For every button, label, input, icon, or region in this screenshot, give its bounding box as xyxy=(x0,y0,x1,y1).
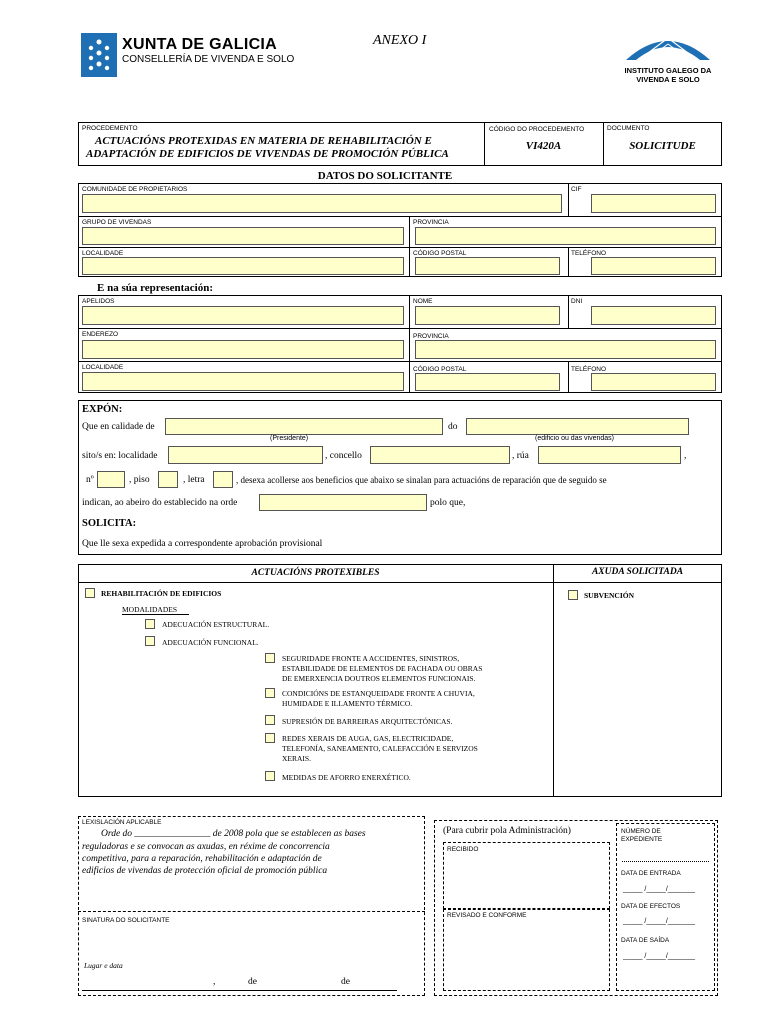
address-input[interactable] xyxy=(82,340,404,359)
community-label: COMUNIDADE DE PROPIETARIOS xyxy=(82,186,188,193)
representative-section-title: E na súa representación: xyxy=(97,282,214,294)
rep-locality-label: LOCALIDADE xyxy=(82,364,124,371)
actions-header: ACTUACIÓNS PROTEXIBLES xyxy=(251,568,380,578)
because-text: polo que, xyxy=(430,498,466,508)
rep-phone-label: TELÉFONO xyxy=(571,366,607,373)
date-comma: , xyxy=(213,977,216,987)
number-text: nº xyxy=(86,475,94,485)
place-date-label: Lugar e data xyxy=(84,961,123,970)
indicated-text: indican, ao abeiro do establecido na orde xyxy=(82,498,238,508)
safety-label-2: ESTABILIDADE DE ELEMENTOS DE FACHADA OU OBRAS xyxy=(282,664,483,673)
modalities-label: MODALIDADES xyxy=(122,605,177,614)
street-comma: , xyxy=(684,451,687,461)
reviewed-box xyxy=(443,909,610,991)
org-name: XUNTA DE GALICIA xyxy=(122,36,278,53)
quality-text: Que en calidade de xyxy=(82,422,155,432)
law-text-2: reguladoras e se convocan as axudas, en réxime de concorrencia xyxy=(82,842,330,852)
aid-header: AXUDA SOLICITADA xyxy=(591,567,684,577)
located-text: sito/s en: localidade xyxy=(82,451,158,461)
barriers-label: SUPRESIÓN DE BARREIRAS ARQUITECTÓNICAS. xyxy=(282,717,453,726)
law-label: LEXISLACIÓN APLICABLE xyxy=(82,819,162,826)
document-type: SOLICITUDE xyxy=(629,140,696,152)
file-number-line xyxy=(622,861,709,862)
name-label: NOME xyxy=(413,298,433,305)
entry-date-blank[interactable]: _____ /_____/_______ xyxy=(623,886,696,893)
date-de-1: de xyxy=(248,977,257,987)
group-label: GRUPO DE VIVENDAS xyxy=(82,219,152,226)
rehab-checkbox[interactable] xyxy=(85,588,95,598)
date-de-2: de xyxy=(341,977,350,987)
cif-input[interactable] xyxy=(591,194,716,213)
subsidy-label: SUBVENCIÓN xyxy=(584,591,635,600)
barriers-checkbox[interactable] xyxy=(265,715,275,725)
council-text: , concello xyxy=(325,451,362,461)
solicita-text: Que lle sexa expedida a correspondente aprobación provisional xyxy=(82,539,323,549)
solicita-title: SOLICITA: xyxy=(82,518,137,529)
president-hint: (Presidente) xyxy=(270,435,309,442)
rep-province-input[interactable] xyxy=(415,340,716,359)
networks-label-2: TELEFONÍA, SANEAMENTO, CALEFACCIÓN E SERVIZOS xyxy=(282,744,478,753)
applicant-postal-label: CÓDIGO POSTAL xyxy=(413,250,467,257)
procedure-label: PROCEDEMENTO xyxy=(82,125,138,132)
signature-label: SINATURA DO SOLICITANTE xyxy=(82,917,170,924)
building-input[interactable] xyxy=(466,418,689,435)
rep-locality-input[interactable] xyxy=(82,372,404,391)
applicant-province-label: PROVINCIA xyxy=(413,219,449,226)
street-text: , rúa xyxy=(512,451,529,461)
name-input[interactable] xyxy=(415,306,560,325)
community-input[interactable] xyxy=(82,194,562,213)
procedure-title-2: ADAPTACIÓN DE EDIFICIOS DE VIVENDAS DE PROMOCIÓN PÚBLICA xyxy=(86,148,449,160)
quality-input[interactable] xyxy=(165,418,443,435)
applicant-phone-input[interactable] xyxy=(591,257,716,275)
group-input[interactable] xyxy=(82,227,404,245)
rep-phone-input[interactable] xyxy=(591,373,716,391)
cif-label: CIF xyxy=(571,186,582,193)
energy-checkbox[interactable] xyxy=(265,771,275,781)
desire-text: , desexa acollerse aos beneficios que abaixo se sinalan para actuacións de reparación que de seguido se xyxy=(236,475,607,485)
applicant-phone-label: TELÉFONO xyxy=(571,250,607,257)
dni-label: DNI xyxy=(571,298,583,305)
order-input[interactable] xyxy=(259,494,427,511)
safety-label-3: DE EMERXENCIA DOUTROS ELEMENTOS FUNCIONAIS. xyxy=(282,674,476,683)
dni-input[interactable] xyxy=(591,306,716,325)
document-label: DOCUMENTO xyxy=(607,125,650,132)
water-label-2: HUMIDADE E ILLAMENTO TÉRMICO. xyxy=(282,699,413,708)
xunta-logo xyxy=(81,33,117,77)
expon-title: EXPÓN: xyxy=(82,404,123,415)
floor-text: , piso xyxy=(129,475,150,485)
rep-postal-input[interactable] xyxy=(415,373,560,391)
law-text-3: competitiva, para a reparación, rehabilitación e adaptación de xyxy=(82,854,322,864)
networks-label-3: XERAIS. xyxy=(282,754,311,763)
file-number-label-2: EXPEDIENTE xyxy=(621,836,663,843)
energy-label: MEDIDAS DE AFORRO ENERXÉTICO. xyxy=(282,773,411,782)
place-date-line xyxy=(82,990,397,991)
effects-date-blank[interactable]: _____ /_____/_______ xyxy=(623,918,696,925)
letter-input[interactable] xyxy=(213,471,233,488)
reviewed-label: REVISADO E CONFORME xyxy=(447,912,527,919)
procedure-title-1: ACTUACIÓNS PROTEXIDAS EN MATERIA DE REHABILITACIÓN E xyxy=(95,135,432,147)
rep-province-label: PROVINCIA xyxy=(413,333,449,340)
procedure-code: VI420A xyxy=(525,140,562,152)
of-text: do xyxy=(448,422,458,432)
law-text-1: Orde do ________________ de 2008 pola que se establecen as bases xyxy=(101,829,366,839)
applicant-postal-input[interactable] xyxy=(415,257,560,275)
annex-title: ANEXO I xyxy=(373,33,427,48)
applicant-province-input[interactable] xyxy=(415,227,716,245)
networks-label-1: REDES XERAIS DE AUGA, GAS, ELECTRICIDADE, xyxy=(282,734,454,743)
water-label-1: CONDICIÓNS DE ESTANQUEIDADE FRONTE A CHUVIA, xyxy=(282,689,475,698)
law-text-4: edificios de vivendas de protección oficial de promoción pública xyxy=(82,866,328,876)
water-checkbox[interactable] xyxy=(265,688,275,698)
council-input[interactable] xyxy=(370,446,510,464)
institute-name-1: INSTITUTO GALEGO DA xyxy=(624,66,712,75)
igvs-logo xyxy=(622,28,714,64)
surnames-input[interactable] xyxy=(82,306,404,325)
exit-date-label: DATA DE SAÍDA xyxy=(621,937,670,944)
org-dept: CONSELLERÍA DE VIVENDA E SOLO xyxy=(122,54,295,65)
admin-title: (Para cubrir pola Administración) xyxy=(443,826,571,836)
rep-postal-label: CÓDIGO POSTAL xyxy=(413,366,467,373)
networks-checkbox[interactable] xyxy=(265,733,275,743)
letter-text: , letra xyxy=(183,475,205,485)
exit-date-blank[interactable]: _____ /_____/_______ xyxy=(623,953,696,960)
file-number-label-1: NÚMERO DE xyxy=(621,828,661,835)
rehab-label: REHABILITACIÓN DE EDIFICIOS xyxy=(101,589,222,598)
institute-name-2: VIVENDA E SOLO xyxy=(636,75,700,84)
applicant-locality-input[interactable] xyxy=(82,257,404,275)
functional-label: ADECUACIÓN FUNCIONAL. xyxy=(162,638,259,647)
street-input[interactable] xyxy=(538,446,681,464)
entry-date-label: DATA DE ENTRADA xyxy=(621,870,681,877)
surnames-label: APELIDOS xyxy=(82,298,115,305)
subsidy-checkbox[interactable] xyxy=(568,590,578,600)
number-input[interactable] xyxy=(97,471,125,488)
safety-checkbox[interactable] xyxy=(265,653,275,663)
effects-date-label: DATA DE EFECTOS xyxy=(621,903,681,910)
locality-input[interactable] xyxy=(168,446,323,464)
igvs-roof-icon xyxy=(622,28,714,64)
galicia-crest-icon xyxy=(81,33,117,77)
safety-label-1: SEGURIDADE FRONTE A ACCIDENTES, SINISTROS, xyxy=(282,654,460,663)
floor-input[interactable] xyxy=(158,471,178,488)
received-label: RECIBIDO xyxy=(447,846,479,853)
building-hint: (edificio ou das vivendas) xyxy=(535,435,614,442)
applicant-locality-label: LOCALIDADE xyxy=(82,250,124,257)
structural-checkbox[interactable] xyxy=(145,619,155,629)
procedure-code-label: CÓDIGO DO PROCEDEMENTO xyxy=(489,126,585,133)
structural-label: ADECUACIÓN ESTRUCTURAL. xyxy=(162,620,270,629)
functional-checkbox[interactable] xyxy=(145,636,155,646)
applicant-section-title: DATOS DO SOLICITANTE xyxy=(317,170,453,182)
address-label: ENDEREZO xyxy=(82,331,119,338)
